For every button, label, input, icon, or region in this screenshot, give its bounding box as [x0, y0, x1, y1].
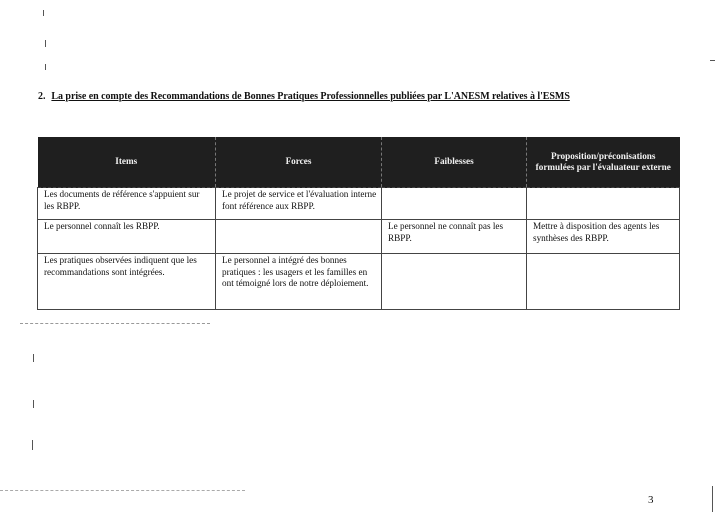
- cell-faiblesse: Le personnel ne connaît pas les RBPP.: [382, 220, 527, 254]
- scan-dashed-line-mid: [20, 323, 210, 324]
- table-row: [38, 188, 680, 220]
- cell-item: Les pratiques observées indiquent que les recommandations sont intégrées.: [38, 254, 216, 310]
- header-items: Items: [38, 137, 216, 188]
- cell-force: Le projet de service et l'évaluation interne font référence aux RBPP.: [216, 188, 382, 220]
- scan-mark-left-5: [32, 440, 33, 450]
- scan-mark-left-3: [33, 354, 34, 362]
- cell-item: Les documents de référence s'appuient sur les RBPP.: [38, 188, 216, 220]
- header-faiblesses: Faiblesses: [382, 137, 527, 188]
- scan-mark-right-bottom: [712, 486, 713, 512]
- header-propositions: Proposition/préconisations formulées par l'évaluateur externe: [527, 137, 680, 188]
- cell-item: Le personnel connaît les RBPP.: [38, 220, 216, 254]
- section-heading: [38, 91, 570, 102]
- page-number: 3: [648, 494, 654, 506]
- section-number: 2.: [38, 91, 46, 102]
- table-row: [38, 220, 680, 254]
- scan-dashed-line-bottom: [0, 490, 245, 491]
- scan-mark-left-2: [45, 64, 46, 70]
- header-forces: Forces: [216, 137, 382, 188]
- scan-mark-left-1: [45, 40, 46, 47]
- cell-proposition: [527, 254, 680, 310]
- table-header-row: [38, 137, 680, 188]
- cell-faiblesse: [382, 188, 527, 220]
- cell-proposition: [527, 188, 680, 220]
- cell-faiblesse: [382, 254, 527, 310]
- scan-mark-right: [710, 60, 715, 61]
- cell-force: [216, 220, 382, 254]
- section-title: La prise en compte des Recommandations de Bonnes Pratiques Professionnelles publiées par L'ANESM relatives à l'ESMS: [51, 91, 570, 102]
- cell-force: Le personnel a intégré des bonnes pratiques : les usagers et les familles en ont témoigné lors de notre déploiement.: [216, 254, 382, 310]
- rbpp-evaluation-table: [37, 137, 680, 310]
- table-row: [38, 254, 680, 310]
- cell-proposition: Mettre à disposition des agents les synthèses des RBPP.: [527, 220, 680, 254]
- scan-mark-left-4: [33, 400, 34, 408]
- scan-mark-top-left: [43, 10, 44, 16]
